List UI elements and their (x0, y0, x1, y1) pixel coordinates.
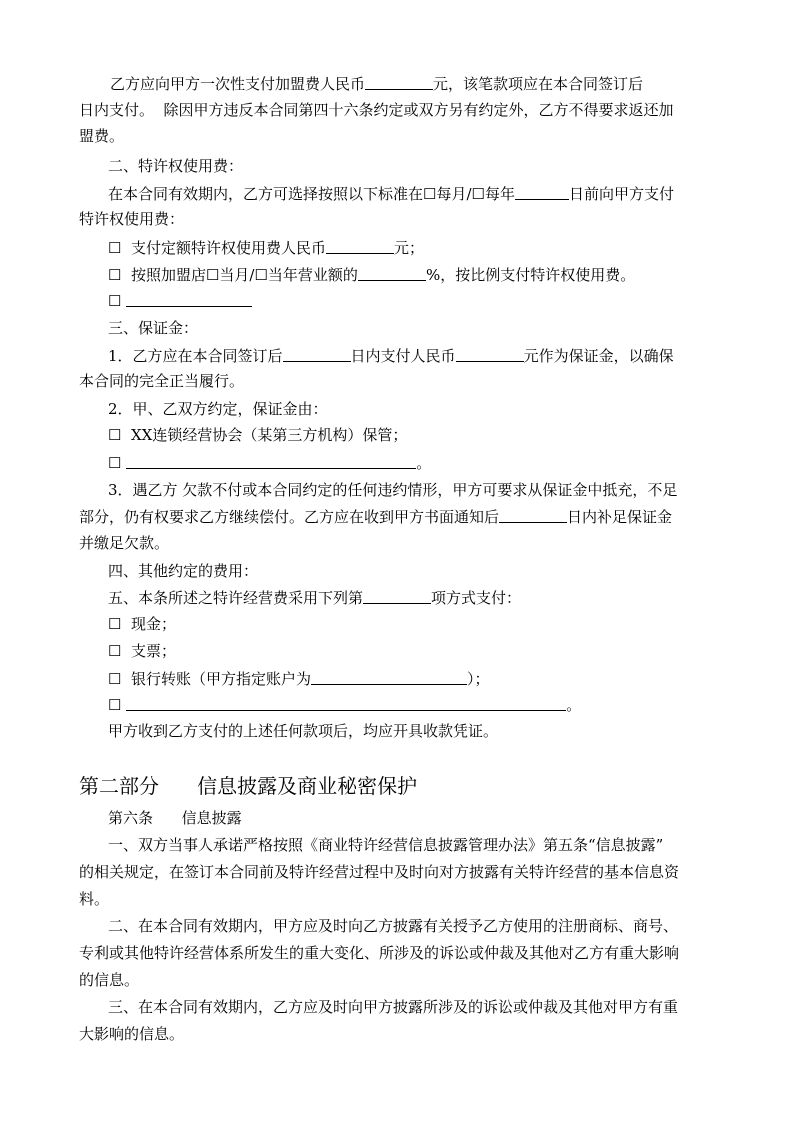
fee-amount-blank (365, 73, 433, 90)
deposit-para-3-line-3: 并缴足欠款。 (79, 534, 170, 552)
fee-line-1 (110, 73, 750, 95)
royalty-option-3-box: ☐ (108, 292, 127, 310)
disclosure-para-2: 二、在本合同有效期内，甲方应及时向乙方披露有关授予乙方使用的注册商标、商号、 (108, 917, 679, 935)
fee-text-a: 乙方应向甲方一次性支付加盟费人民币 (110, 75, 366, 93)
payment-other-suffix: 。 (566, 696, 582, 714)
payment-method-text-a: 五、本条所述之特许经营费采用下列第 (108, 589, 364, 607)
deposit-amount-blank (456, 345, 524, 362)
royalty-option-1-suffix: 元； (394, 239, 425, 257)
deposit-text-d: 部分，仍有权要求乙方继续偿付。乙方应在收到甲方书面通知后 (79, 508, 500, 526)
royalty-line-1 (108, 183, 748, 205)
deposit-option-2-box: ☐ (108, 454, 127, 472)
part-2-heading: 第二部分 信息披露及商业秘密保护 (79, 774, 418, 798)
disclosure-para-3: 三、在本合同有效期内，乙方应及时向甲方披露所涉及的诉讼或仲裁及其他对甲方有重 (108, 998, 679, 1016)
payment-transfer-text: ☐ 银行转账（甲方指定账户为 (108, 670, 311, 688)
deposit-para-1 (108, 345, 748, 367)
royalty-option-2 (108, 264, 748, 286)
payment-method-line (108, 587, 748, 609)
disclosure-para-1: 一、双方当事人承诺严格按照《商业特许经营信息披露管理办法》第五条“信息披露” (108, 836, 664, 854)
royalty-option-1-text: ☐ 支付定额特许权使用费人民币 (108, 239, 326, 257)
royalty-option-1 (108, 237, 748, 259)
disclosure-para-1-line-2: 的相关规定，在签订本合同前及特许经营过程中及时向对方披露有关特许经营的基本信息资 (79, 863, 680, 881)
payment-option-transfer (108, 668, 748, 690)
disclosure-para-3-line-2: 大影响的信息。 (79, 1025, 185, 1043)
royalty-text-b: 日前向甲方支付 (568, 185, 674, 203)
deposit-text-c: 元作为保证金，以确保 (523, 347, 674, 365)
royalty-line-2: 特许权使用费： (79, 210, 185, 228)
deposit-para-3-line-2 (79, 506, 719, 528)
article-6-heading: 第六条 信息披露 (108, 809, 242, 827)
deposit-para-3: 3．遇乙方 欠款不付或本合同约定的任何违约情形，甲方可要求从保证金中抵充，不足 (108, 481, 678, 499)
payment-method-text-b: 项方式支付： (431, 589, 522, 607)
royalty-text-a: 在本合同有效期内，乙方可选择按照以下标准在☐每月/☐每年 (108, 185, 515, 203)
deposit-option-1: ☐ XX连锁经营协会（某第三方机构）保管； (108, 426, 408, 444)
deposit-text-a: 1．乙方应在本合同签订后 (108, 347, 283, 365)
payment-method-blank (363, 587, 431, 604)
disclosure-para-1-line-3: 料。 (79, 890, 110, 908)
deposit-para-2: 2．甲、乙双方约定，保证金由： (108, 400, 328, 418)
royalty-option-2-suffix: %，按比例支付特许权使用费。 (425, 266, 636, 284)
disclosure-para-2-line-3: 的信息。 (79, 971, 140, 989)
deposit-text-e: 日内补足保证金 (567, 508, 673, 526)
deposit-option-2 (108, 452, 748, 474)
royalty-title: 二、特许权使用费： (108, 157, 244, 175)
royalty-fixed-amount-blank (326, 237, 394, 254)
deposit-custodian-blank (126, 452, 416, 469)
deposit-days-blank (283, 345, 351, 362)
royalty-percent-blank (358, 264, 426, 281)
disclosure-para-2-line-2: 专利或其他特许经营体系所发生的重大变化、所涉及的诉讼或仲裁及其他对乙方有重大影响 (79, 944, 680, 962)
deposit-title: 三、保证金： (108, 319, 199, 337)
fee-line-2: 日内支付。 除因甲方违反本合同第四十六条约定或双方另有约定外，乙方不得要求返还加 (79, 101, 674, 119)
payment-option-other (108, 694, 748, 716)
royalty-other-blank (126, 290, 252, 307)
fee-text-b: 元，该笔款项应在本合同签订后 (433, 75, 644, 93)
payment-other-box: ☐ (108, 696, 127, 714)
deposit-topup-days-blank (499, 506, 567, 523)
deposit-text-b: 日内支付人民币 (350, 347, 456, 365)
payment-account-blank (311, 668, 467, 685)
payment-transfer-suffix: ）； (467, 670, 490, 688)
other-fees-title: 四、其他约定的费用： (108, 562, 259, 580)
royalty-option-3 (108, 290, 748, 312)
deposit-para-1-cont: 本合同的完全正当履行。 (79, 372, 245, 390)
fee-line-3: 盟费。 (79, 127, 125, 145)
royalty-option-2-text: ☐ 按照加盟店☐当月/☐当年营业额的 (108, 266, 358, 284)
payment-other-blank (126, 694, 566, 711)
receipt-line: 甲方收到乙方支付的上述任何款项后，均应开具收款凭证。 (108, 722, 499, 740)
deposit-option-2-suffix: 。 (416, 454, 432, 472)
payment-option-check: ☐ 支票； (108, 642, 176, 660)
payment-option-cash: ☐ 现金； (108, 615, 176, 633)
royalty-date-blank (515, 183, 569, 200)
